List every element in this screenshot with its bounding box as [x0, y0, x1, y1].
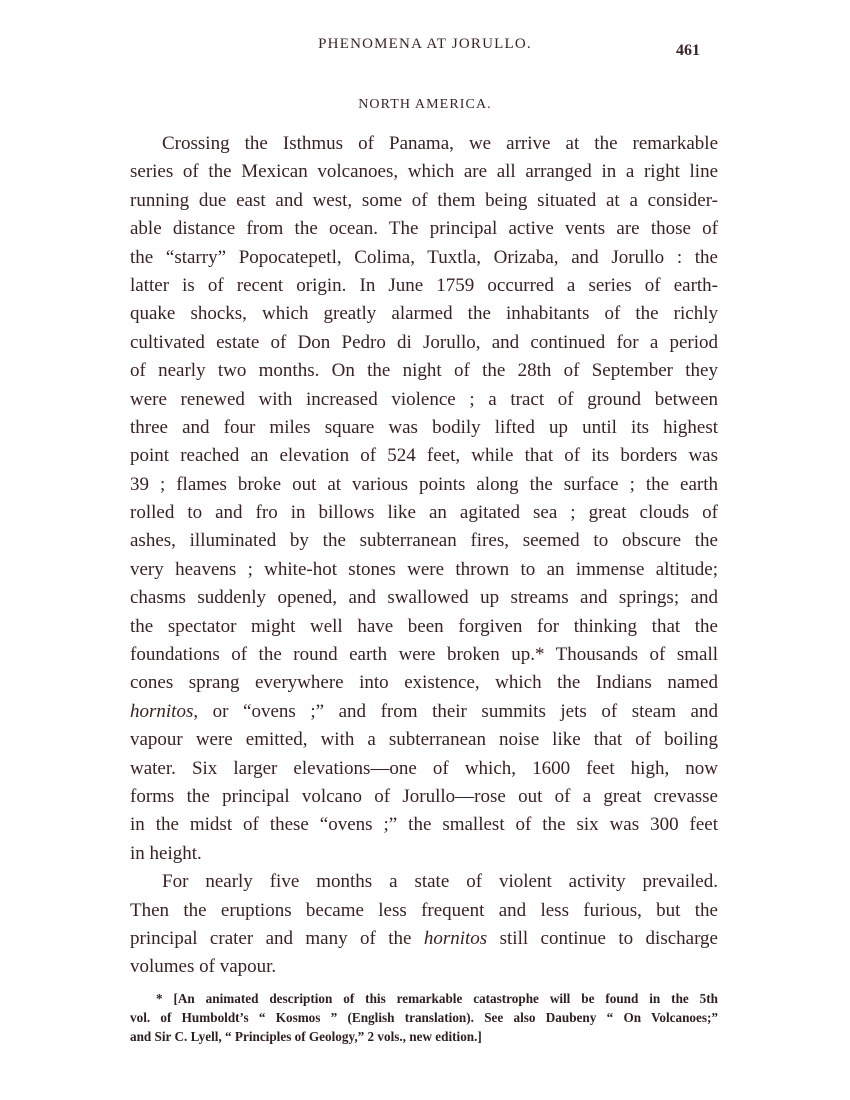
text-line-start: principal crater and many of the: [130, 927, 424, 949]
text-line: quake shocks, which greatly alarmed the inhabitants of the richly: [130, 303, 718, 325]
running-head: [0, 36, 850, 60]
running-title: PHENOMENA AT JORULLO.: [318, 36, 532, 52]
text-line: very heavens ; white-hot stones were thrown to an immense altitude;: [130, 558, 718, 580]
text-line: in the midst of these “ovens ;” the smallest of the six was 300 feet: [130, 814, 718, 836]
section-heading: NORTH AMERICA.: [358, 97, 492, 112]
text-line: Crossing the Isthmus of Panama, we arrive at the remarkable: [162, 133, 718, 154]
text-line: of nearly two months. On the night of the 28th of September they: [130, 360, 718, 382]
text-line: forms the principal volcano of Jorullo—rose out of a great crevasse: [130, 785, 718, 807]
text-line-rest: , or “ovens ;” and from their summits jets of steam and: [193, 700, 718, 722]
text-line: point reached an elevation of 524 feet, while that of its borders was: [130, 445, 718, 467]
page-number: 461: [676, 42, 700, 59]
text-line: For nearly five months a state of violent activity prevailed.: [162, 871, 718, 893]
footnote: [130, 989, 718, 1046]
text-line: the “starry” Popocatepetl, Colima, Tuxtla, Orizaba, and Jorullo : the: [130, 246, 718, 268]
text-line: rolled to and fro in billows like an agitated sea ; great clouds of: [130, 502, 718, 524]
footnote-line: and Sir C. Lyell, “ Principles of Geology,” 2 vols., new edition.]: [130, 1029, 482, 1044]
text-line: in height.: [130, 842, 202, 864]
text-line-hornitos: [130, 698, 718, 726]
text-line: chasms suddenly opened, and swallowed up streams and springs; and: [130, 587, 718, 609]
text-line-hornitos: [130, 925, 718, 953]
text-line: able distance from the ocean. The principal active vents are those of: [130, 218, 718, 240]
text-line: foundations of the round earth were broken up.* Thousands of small: [130, 644, 718, 666]
text-line: 39 ; flames broke out at various points along the surface ; the earth: [130, 473, 718, 495]
text-line: the spectator might well have been forgiven for thinking that the: [130, 615, 718, 637]
text-line: were renewed with increased violence ; a tract of ground between: [130, 388, 718, 410]
body-text: [130, 130, 718, 982]
text-line: latter is of recent origin. In June 1759 occurred a series of earth-: [130, 274, 718, 296]
text-line: three and four miles square was bodily lifted up until its highest: [130, 416, 718, 438]
text-line: running due east and west, some of them being situated at a consider-: [130, 189, 718, 211]
paragraph-2: [130, 868, 718, 982]
text-line: volumes of vapour.: [130, 956, 277, 978]
text-line: vapour were emitted, with a subterranean noise like that of boiling: [130, 729, 718, 751]
text-line: Then the eruptions became less frequent and less furious, but the: [130, 899, 718, 921]
footnote-line: vol. of Humboldt’s “ Kosmos ” (English translation). See also Daubeny “ On Volcanoes;”: [130, 1010, 718, 1025]
text-line-rest: still continue to discharge: [487, 927, 718, 949]
footnote-line: * [An animated description of this remarkable catastrophe will be found in the 5th: [156, 991, 718, 1006]
text-line: cultivated estate of Don Pedro di Jorullo, and continued for a period: [130, 331, 718, 353]
italic-term-hornitos: hornitos: [423, 927, 488, 949]
italic-term-hornitos: hornitos: [130, 700, 194, 722]
text-line: water. Six larger elevations—one of which, 1600 feet high, now: [130, 757, 718, 779]
paragraph-1: [130, 130, 718, 868]
text-line: ashes, illuminated by the subterranean fires, seemed to obscure the: [130, 530, 718, 552]
text-line: cones sprang everywhere into existence, which the Indians named: [130, 672, 718, 694]
text-line: series of the Mexican volcanoes, which are all arranged in a right line: [130, 161, 718, 183]
